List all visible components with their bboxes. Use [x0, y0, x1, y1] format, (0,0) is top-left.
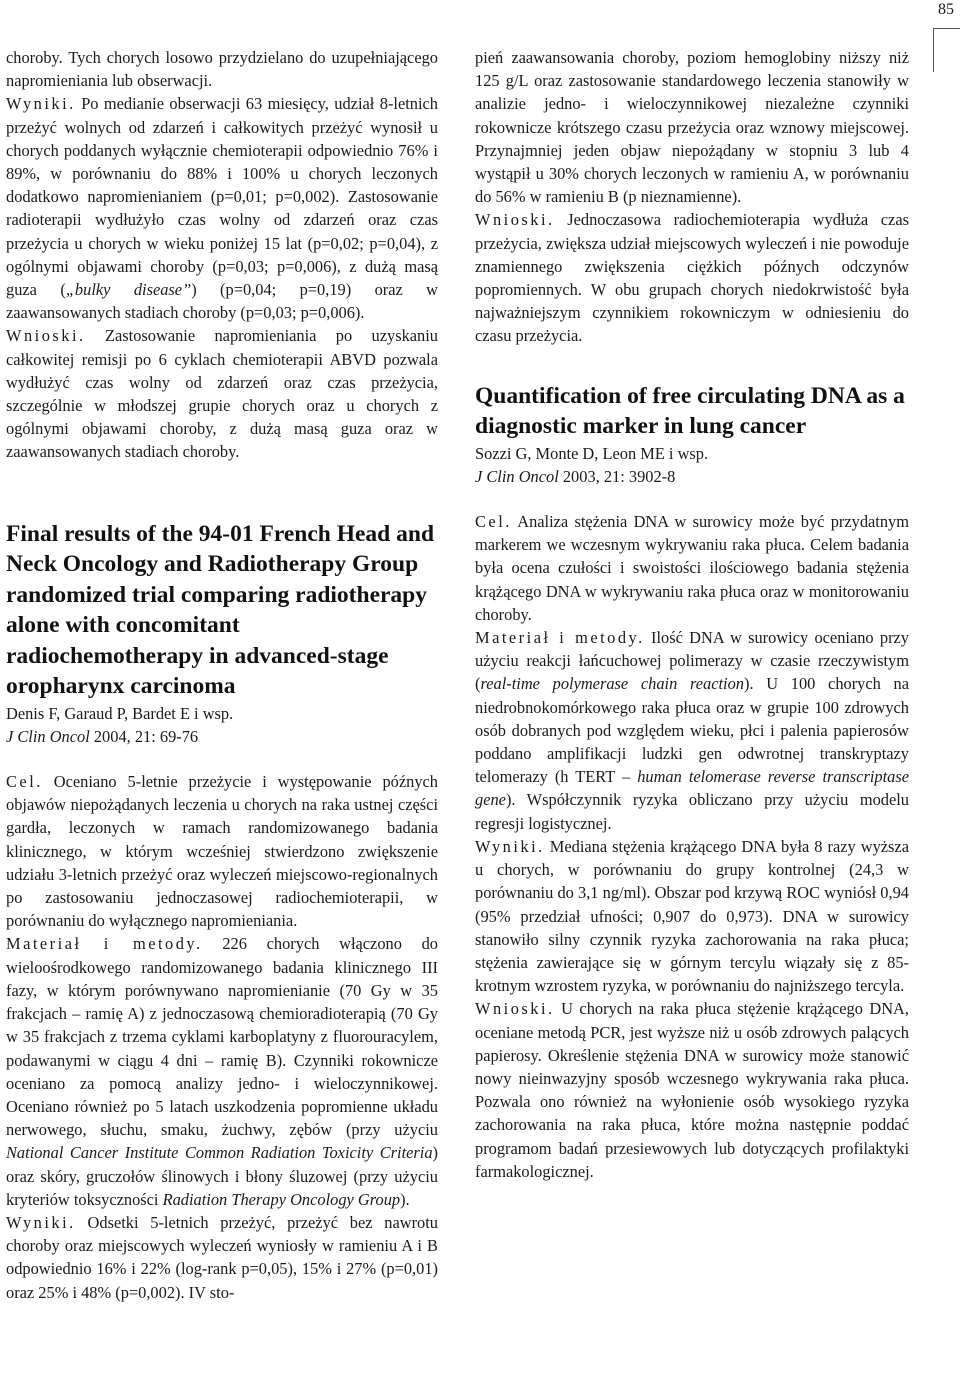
aim-label: Cel.	[475, 512, 512, 532]
conclusions-label: Wnioski.	[475, 999, 555, 1019]
prev-conclusions-paragraph: Wnioski. Zastosowanie napromieniania po uzyskaniu całkowitej remisji po 6 cyklach chemioterapii ABVD pozwala wydłużyć czas wolny od zdarzeń oraz czas przeżycia, szczególnie w młodszej grupie chorych oraz u chorych z ogólnymi objawami choroby, z dużą masą guza oraz w zaawansowanych stadiach choroby.	[6, 326, 438, 462]
results-label: Wyniki.	[6, 1212, 76, 1232]
results-label: Wyniki.	[475, 836, 545, 856]
left-column	[6, 46, 438, 1304]
page-number: 85	[938, 1, 954, 18]
article-title: Quantification of free circulating DNA as a diagnostic marker in lung cancer	[475, 382, 905, 440]
conclusions-label: Wnioski.	[6, 326, 86, 346]
corner-rule-vertical	[933, 28, 934, 72]
methods-paragraph: Materiał i metody. 226 chorych włączono do wieloośrodkowego randomizowanego badania klinicznego III fazy, w którym porównywano napromienianie (70 Gy w 35 frakcjach – ramię A) z jednoczasową chemioradioterapią (70 Gy w 35 frakcjach z trzema cyklami karboplatyny z fluorouracylem, podawanymi w ciągu 4 dni – ramię B). Czynniki rokownicze oceniano za pomocą analizy jedno- i wieloczynnikowej. Oceniano również po 5 latach uszkodzenia popromienne układu nerwowego, słuchu, smaku, żuchwy, zębów (przy użyciu National Cancer Institute Common Radiation Toxicity Criteria) oraz skóry, gruczołów ślinowych i błony śluzowej (przy użyciu kryteriów toksyczności Radiation Therapy Oncology Group).	[6, 934, 438, 1209]
conclusions-paragraph-2: Wnioski. U chorych na raka płuca stężenie krążącego DNA, oceniane metodą PCR, jest wyższe niż u osób zdrowych palących papierosy. Określenie stężenia DNA w surowicy może stanowić nowy nieinwazyjny sposób wczesnego wykrywania raka płuca. Pozwala ono również na wyłonienie osób wysokiego ryzyka zachorowania na raka płuca, które można następnie poddać programom badań przesiewowych lub dotyczących profilaktyki farmakologicznej.	[475, 999, 909, 1181]
article-authors: Sozzi G, Monte D, Leon ME i wsp.	[475, 443, 709, 463]
corner-rule-horizontal	[933, 28, 960, 29]
prev-results-paragraph: Wyniki. Po medianie obserwacji 63 miesięcy, udział 8-letnich przeżyć wolnych od zdarzeń i całkowitych przeżyć wynosił u chorych poddanych wyłącznie chemioterapii odpowiednio 76% i 89%, w porównaniu do 88% i 100% u chorych leczonych dodatkowo napromienianiem (p=0,01; p=0,002). Zastosowanie radioterapii wydłużyło czas wolny od zdarzeń oraz czas przeżycia u chorych w wieku poniżej 15 lat (p=0,02; p=0,04), z ogólnymi objawami choroby (p=0,03; p=0,006), z dużą masą guza („bulky disease”) (p=0,04; p=0,19) oraz w zaawansowanych stadiach choroby (p=0,03; p=0,006).	[6, 94, 439, 323]
right-column	[475, 46, 909, 1183]
results-paragraph: Wyniki. Odsetki 5-letnich przeżyć, przeżyć bez nawrotu choroby oraz miejscowych wyleczeń wyniosły w ramieniu A i B odpowiednio 16% i 22% (log-rank p=0,05), 15% i 27% (p=0,01) oraz 25% i 48% (p=0,002). IV sto-	[6, 1212, 438, 1302]
continued-results-paragraph: pień zaawansowania choroby, poziom hemoglobiny niższy niż 125 g/L oraz zastosowanie standardowego leczenia stanowiły w analizie jedno- i wieloczynnikowej niezależne czynniki rokownicze krótszego czasu przeżycia oraz wznowy miejscowej. Przynajmniej jeden objaw niepożądany w stopniu 3 lub 4 wystąpił u 30% chorych leczonych w ramieniu A, w porównaniu do 56% w ramieniu B (p nieznamienne).	[475, 48, 909, 207]
article-citation: J Clin Oncol 2003, 21: 3902-8	[475, 466, 676, 486]
article-authors: Denis F, Garaud P, Bardet E i wsp.	[6, 703, 234, 723]
article-citation: J Clin Oncol 2004, 21: 69-76	[6, 726, 199, 746]
results-paragraph: Wyniki. Mediana stężenia krążącego DNA była 8 razy wyższa u chorych, w porównaniu do grupy kontrolnej (24,3 w porównaniu do 3,1 ng/ml). Obszar pod krzywą ROC wyniósł 0,94 (95% przedział ufności; 0,907 do 0,973). DNA w surowicy stanowiło silny czynnik ryzyka zachorowania na raka płuca; stężenia zawierające się w górnym tercylu wiązały się z 85-krotnym wzrostem ryzyka, w porównaniu do najniższego tercyla.	[475, 836, 909, 996]
methods-label: Materiał i metody.	[6, 934, 203, 954]
aim-paragraph: Cel. Oceniano 5-letnie przeżycie i występowanie późnych objawów niepożądanych leczenia u chorych na raka ustnej części gardła, leczonych w ramach randomizowanego badania klinicznego, w którym wcześniej stwierdzono zwiększenie udziału 3-letnich przeżyć oraz wyleczeń miejscowo-regionalnych po zastosowaniu jednoczasowej radiochemioterapii, w porównaniu do wyłącznego napromieniania.	[6, 772, 438, 931]
methods-label: Materiał i metody.	[475, 628, 645, 648]
aim-label: Cel.	[6, 772, 43, 792]
article-title: Final results of the 94-01 French Head and Neck Oncology and Radiotherapy Group randomized trial comparing radiotherapy alone with concomitant radiochemotherapy in advanced-stage oropharynx carcinoma	[6, 520, 435, 700]
results-label: Wyniki.	[6, 94, 76, 114]
methods-paragraph: Materiał i metody. Ilość DNA w surowicy oceniano przy użyciu reakcji łańcuchowej polimerazy w czasie rzeczywistym (real-time polymerase chain reaction). U 100 chorych na niedrobnokomórkowego raka płuca oraz w grupie 100 zdrowych osób dobranych pod względem wieku, płci i palenia papierosów poddano amplifikacji ludzki gen odwrotnej transkryptazy telomerazy (h TERT – human telomerase reverse transcriptase gene). Współczynnik ryzyka obliczano przy użyciu modelu regresji logistycznej.	[475, 628, 909, 833]
conclusions-label: Wnioski.	[475, 210, 555, 230]
aim-paragraph: Cel. Analiza stężenia DNA w surowicy może być przydatnym markerem we wczesnym wykrywaniu raka płuca. Celem badania była ocena czułości i swoistości ilościowego badania stężenia krążącego DNA w wykrywaniu raka płuca oraz w monitorowaniu choroby.	[475, 512, 909, 624]
prev-abstract-tail: choroby. Tych chorych losowo przydzielano do uzupełniającego napromieniania lub obserwacji.	[6, 48, 438, 91]
conclusions-paragraph: Wnioski. Jednoczasowa radiochemioterapia wydłuża czas przeżycia, zwiększa udział miejscowych wyleczeń i nie powoduje znamiennego zwiększenia ciężkich późnych odczynów popromiennych. W obu grupach chorych niedokrwistość była najważniejszym czynnikiem rokowniczym w odniesieniu do czasu przeżycia.	[475, 210, 909, 346]
